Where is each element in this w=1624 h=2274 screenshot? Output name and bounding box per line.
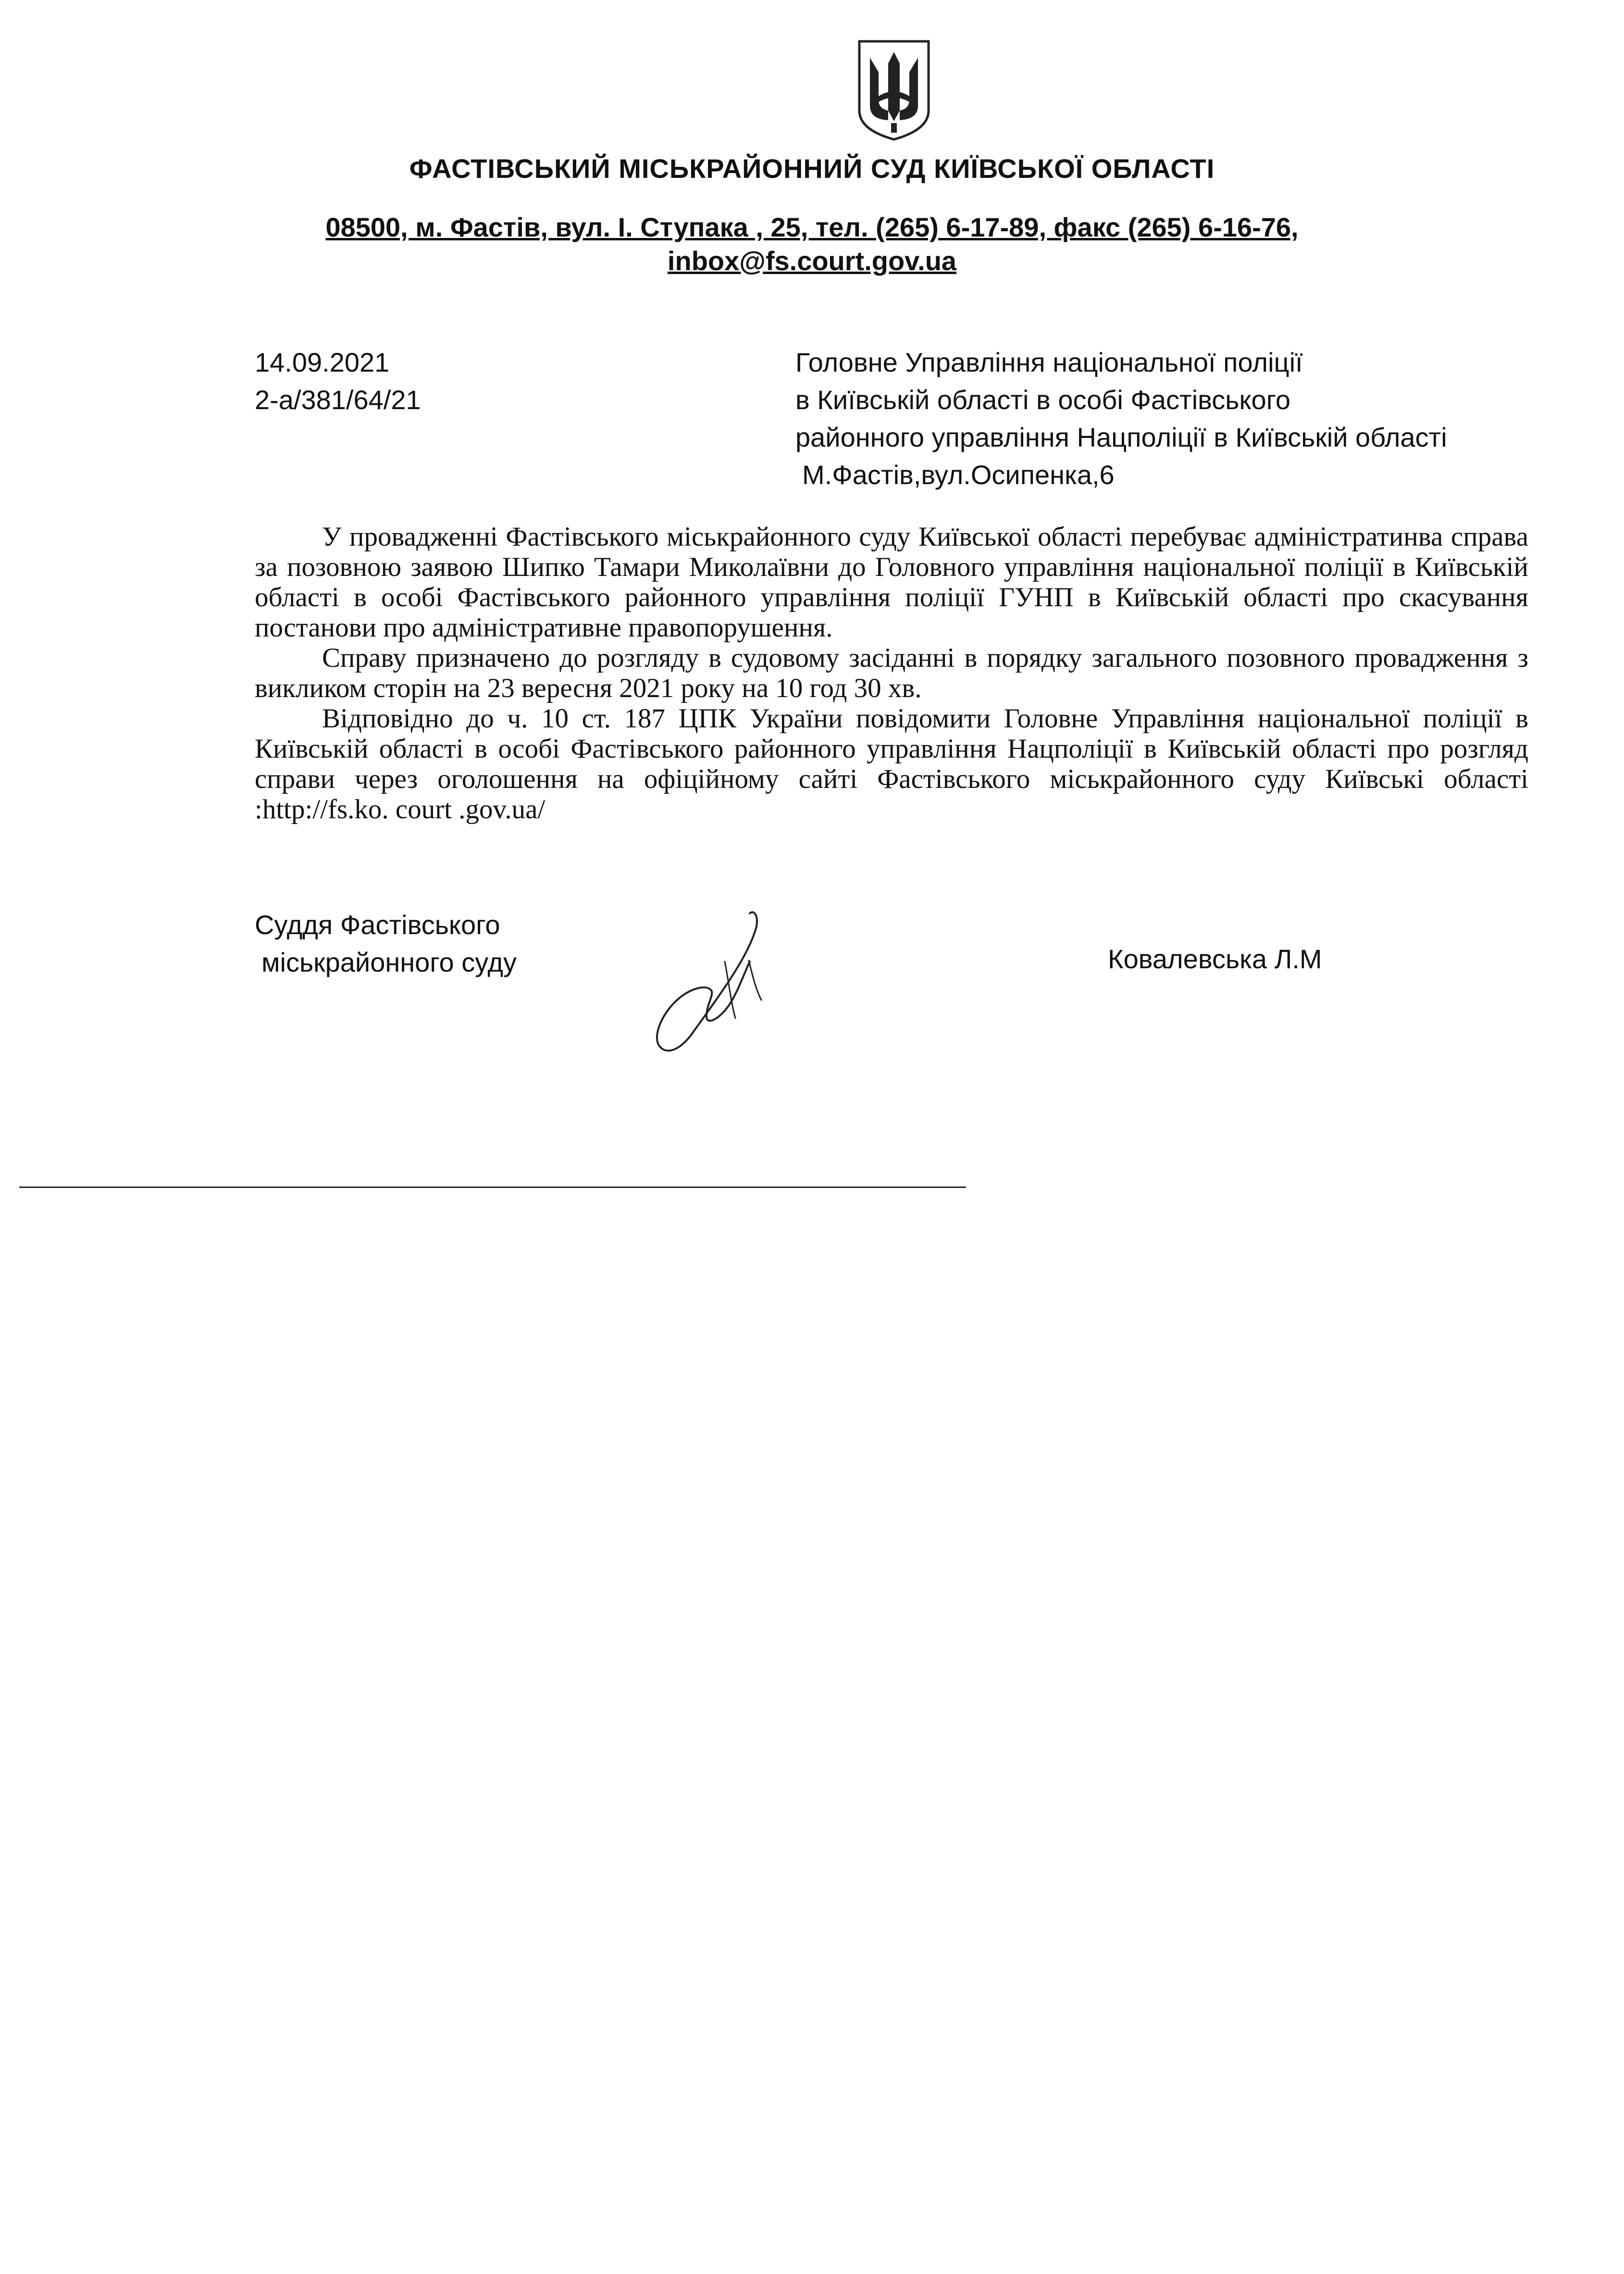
- case-number: 2-а/381/64/21: [255, 385, 421, 415]
- court-address: 08500, м. Фастів, вул. І. Ступака , 25, тел. (265) 6-17-89, факс (265) 6-16-76,: [325, 212, 1299, 242]
- signature-title: [255, 906, 517, 981]
- body-paragraph: Відповідно до ч. 10 ст. 187 ЦПК України повідомити Головне Управління національної поліції в Київській області в особі Фастівського районного управління Нацполіції в Київській області про розгляд справи через оголошення на офіційному сайті Фастівського міськрайонного суду Київські області :http://fs.ko. court .gov.ua/: [255, 703, 1528, 825]
- body-paragraph: Справу призначено до розгляду в судовому засіданні в порядку загального позовного провадження з викликом сторін на 23 вересня 2021 року на 10 год 30 хв.: [255, 643, 1528, 703]
- signature-title-line: Суддя Фастівського: [255, 910, 500, 940]
- divider-line: [19, 1187, 966, 1188]
- recipient-address: М.Фастів,вул.Осипенка,6: [802, 460, 1115, 490]
- signature-title-line: міськрайонного суду: [261, 947, 517, 977]
- document-meta: [255, 344, 421, 419]
- body-paragraph: У провадженні Фастівського міськрайонного суду Київської області перебуває адміністратинва справа за позовною заявою Шипко Тамари Миколаївни до Головного управління національної поліції в Київській області в особі Фастівського районного управління поліції ГУНП в Київській області про скасування постанови про адміністративне правопорушення.: [255, 522, 1528, 643]
- recipient-line: в Київській області в особі Фастівського: [795, 385, 1291, 415]
- document-date: 14.09.2021: [255, 347, 390, 377]
- court-name: ФАСТІВСЬКИЙ МІСЬКРАЙОННИЙ СУД КИЇВСЬКОЇ ОБЛАСТІ: [409, 153, 1215, 184]
- court-email: inbox@fs.court.gov.ua: [667, 246, 957, 276]
- recipient-line: Головне Управління національної поліції: [795, 347, 1303, 377]
- judge-name: Ковалевська Л.М: [1108, 944, 1322, 974]
- letter-body: [255, 522, 1528, 825]
- recipient-block: [795, 344, 1447, 494]
- handwritten-signature: [634, 904, 779, 1062]
- trident-emblem-icon: [855, 38, 932, 142]
- recipient-line: районного управління Нацполіції в Київській області: [795, 422, 1447, 452]
